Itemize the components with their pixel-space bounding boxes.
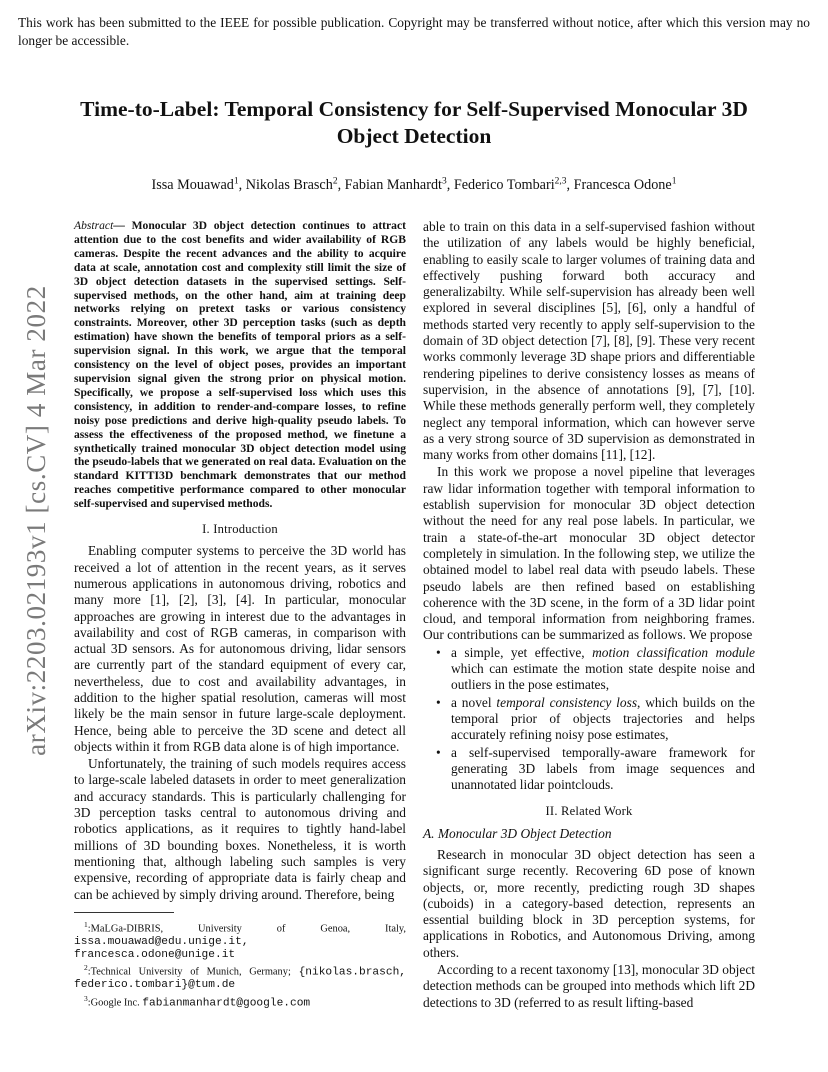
author-4: Federico Tombari$^{2,3}$, — [453, 176, 574, 193]
section-heading-introduction: I. Introduction — [202, 522, 278, 537]
footnote-rule — [74, 912, 174, 913]
abstract-label: Abstract — [74, 219, 114, 232]
arxiv-identifier — [14, 284, 58, 756]
footnote-2: $^2$:Technical University of Munich, Germany; {nikolas.brasch, federico.tombari}@tum.de — [74, 963, 406, 992]
author-2: Nikolas Brasch$^2$, — [245, 176, 345, 193]
related-paragraph-1: Research in monocular 3D object detection has seen a significant surge recently. Recovering 6D pose of known objects, or, more recently, predicting rough 3D shapes (cuboids) in a category-based detection, represents an essential building block in 3D perception systems, for applications in Robotics, and Autonomous Driving, among others. — [423, 846, 755, 960]
contribution-item: • a novel temporal consistency loss, which builds on the temporal prior of objects trajectories and helps accurately refining noisy pose estimates, — [451, 695, 755, 744]
right-column — [423, 219, 755, 1012]
contribution-item: • a self-supervised temporally-aware framework for generating 3D labels from image sequences and unannotated lidar pointclouds. — [451, 745, 755, 794]
left-column — [74, 219, 406, 904]
footnotes — [74, 912, 406, 1011]
submission-notice: This work has been submitted to the IEEE for possible publication. Copyright may be transferred without notice, after which this version may no longer be accessible. — [18, 15, 810, 48]
subsection-heading-monocular: A. Monocular 3D Object Detection — [423, 825, 612, 841]
intro-paragraph-2: Unfortunately, the training of such models requires access to large-scale labeled datasets in order to meet generalization and accuracy standards. This is particularly challenging for 3D perception tasks central to autonomous driving and robotics applications, as it requires to tightly hand-label millions of 3D bounding boxes. Nonetheless, it is worth mentioning that, although labeling such samples is very expensive, recording of appropriate data is fairly cheap and can be achieved by simply driving around. Therefore, being — [74, 756, 406, 902]
section-heading-related-work: II. Related Work — [545, 804, 633, 819]
footnote-1-emails: issa.mouawad@edu.unige.it, francesca.odone@unige.it — [74, 936, 249, 961]
arxiv-id-text: arXiv:2203.02193v1 [cs.CV] 4 Mar 2022 — [20, 284, 51, 756]
abstract: Abstract— Monocular 3D object detection continues to attract attention due to the cost benefits and wider availability of RGB cameras. Despite the recent advances and the ability to acquire data at scale, annotation cost and complexity still limit the size of 3D object detection datasets in the supervised settings. Self-supervised methods, on the other hand, aim at training deep networks relying on pretext tasks or various consistency constraints. Moreover, other 3D perception tasks (such as depth estimation) have shown the benefits of temporal priors as a self-supervision signal. In this work, we argue that the temporal consistency on the level of object poses, provides an important supervision signal given the strong prior on physical motion. Specifically, we propose a self-supervised loss which uses this consistency, in addition to render-and-compare losses, to refine noisy pose predictions and derive high-quality pseudo labels. To assess the effectiveness of the proposed method, we finetune a synthetically trained monocular 3D object detection model using the pseudo-labels that we generated on real data. Evaluation on the standard KITTI3D benchmark demonstrates that our method reaches competitive performance compared to other monocular self-supervised and supervised methods. — [74, 219, 406, 511]
intro-paragraph-3: In this work we propose a novel pipeline that leverages raw lidar information together with temporal information to establish supervision for monocular 3D object detection without the need for any real pose labels. In particular, we train a state-of-the-art monocular 3D object detector completely in simulation. In the following step, we utilize the obtained model to label real data with pseudo labels. These pseudo labels are then refined based on establishing coherence with the 3D scene, in the form of a 3D lidar point cloud, and temporal information from neighboring frames. Our contributions can be summarized as follows. We propose — [423, 464, 755, 643]
related-paragraph-2: According to a recent taxonomy [13], monocular 3D object detection methods can be grouped into methods which lift 2D detections to 3D (referred to as result lifting-based — [423, 962, 755, 1010]
author-5: Francesca Odone$^1$ — [573, 176, 677, 193]
contribution-list — [423, 645, 755, 794]
author-list — [60, 172, 768, 194]
author-3: Fabian Manhardt$^3$, — [344, 176, 454, 193]
footnote-1: $^1$:MaLGa-DIBRIS, University of Genoa, Italy, issa.mouawad@edu.unige.it, francesca.odone@unige.it — [74, 920, 406, 961]
paper-title: Time-to-Label: Temporal Consistency for Self-Supervised Monocular 3D Object Detection — [80, 97, 748, 148]
footnote-3-email: fabianmanhardt@google.com — [142, 997, 311, 1010]
intro-paragraph-1: Enabling computer systems to perceive the 3D world has received a lot of attention in the recent years, as it serves numerous applications in autonomous driving, robotics and many more [1], [2], [3], [4]. In particular, monocular approaches are growing in interest due to the advantages in availability and cost of RGB cameras, in comparison with actual 3D sensors. As for autonomous driving, lidar sensors are currently part of the standard equipment of every car, nevertheless, due to cost and availability advantages, in addition to the higher spatial resolution, cameras will most likely be the main sensor in future large-scale deployment. Hence, being able to perceive the 3D scene and detect all objects within it from RGB data alone is of high importance. — [74, 543, 406, 754]
abstract-text: Monocular 3D object detection continues to attract attention due to the cost benefits and wider availability of RGB cameras. Despite the recent advances and the ability to acquire data at scale, annotation cost and complexity still limit the size of 3D object detection datasets in the supervised settings. Self-supervised methods, on the other hand, aim at training deep networks relying on pretext tasks or various consistency constraints. Moreover, other 3D perception tasks (such as depth estimation) have shown the benefits of temporal priors as a self-supervision signal. In this work, we argue that the temporal consistency on the level of object poses, provides an important supervision signal given the strong prior on physical motion. Specifically, we propose a self-supervised loss which uses this consistency, in addition to render-and-compare losses, to refine noisy pose predictions and derive high-quality pseudo labels. To assess the effectiveness of the proposed method, we finetune a synthetically trained monocular 3D object detection model using the pseudo-labels that we generated on real data. Evaluation on the standard KITTI3D benchmark demonstrates that our method reaches competitive performance compared to other monocular self-supervised and supervised methods. — [74, 219, 406, 511]
contribution-item: • a simple, yet effective, motion classification module which can estimate the motion state despite noise and outliers in the pose estimates, — [451, 645, 755, 694]
footnote-3: $^3$:Google Inc. fabianmanhardt@google.com — [84, 993, 311, 1010]
intro-paragraph-2-continued: able to train on this data in a self-supervised fashion without the utilization of any labels would be highly beneficial, enabling to easily scale to larger volumes of training data and effectively pushing forward both accuracy and generalizabilty. While self-supervision has already been well explored in several disciplines [5], [6], only a handful of methods started very recently to apply self-supervision to the domain of 3D object detection [7], [8], [9]. These very recent works commonly leverage 3D shape priors and differentiable rendering pipelines to derive consistency losses as means of supervision, in the absence of annotations [9], [7], [10]. While these methods generally perform well, they completely neglect any temporal information, which can however serve as a very strong source of 3D supervision as demonstrated in many works from other domains [11], [12]. — [423, 219, 755, 463]
footnote-2-emails: {nikolas.brasch, federico.tombari}@tum.de — [74, 966, 406, 992]
author-1: Issa Mouawad$^1$, — [151, 176, 246, 193]
